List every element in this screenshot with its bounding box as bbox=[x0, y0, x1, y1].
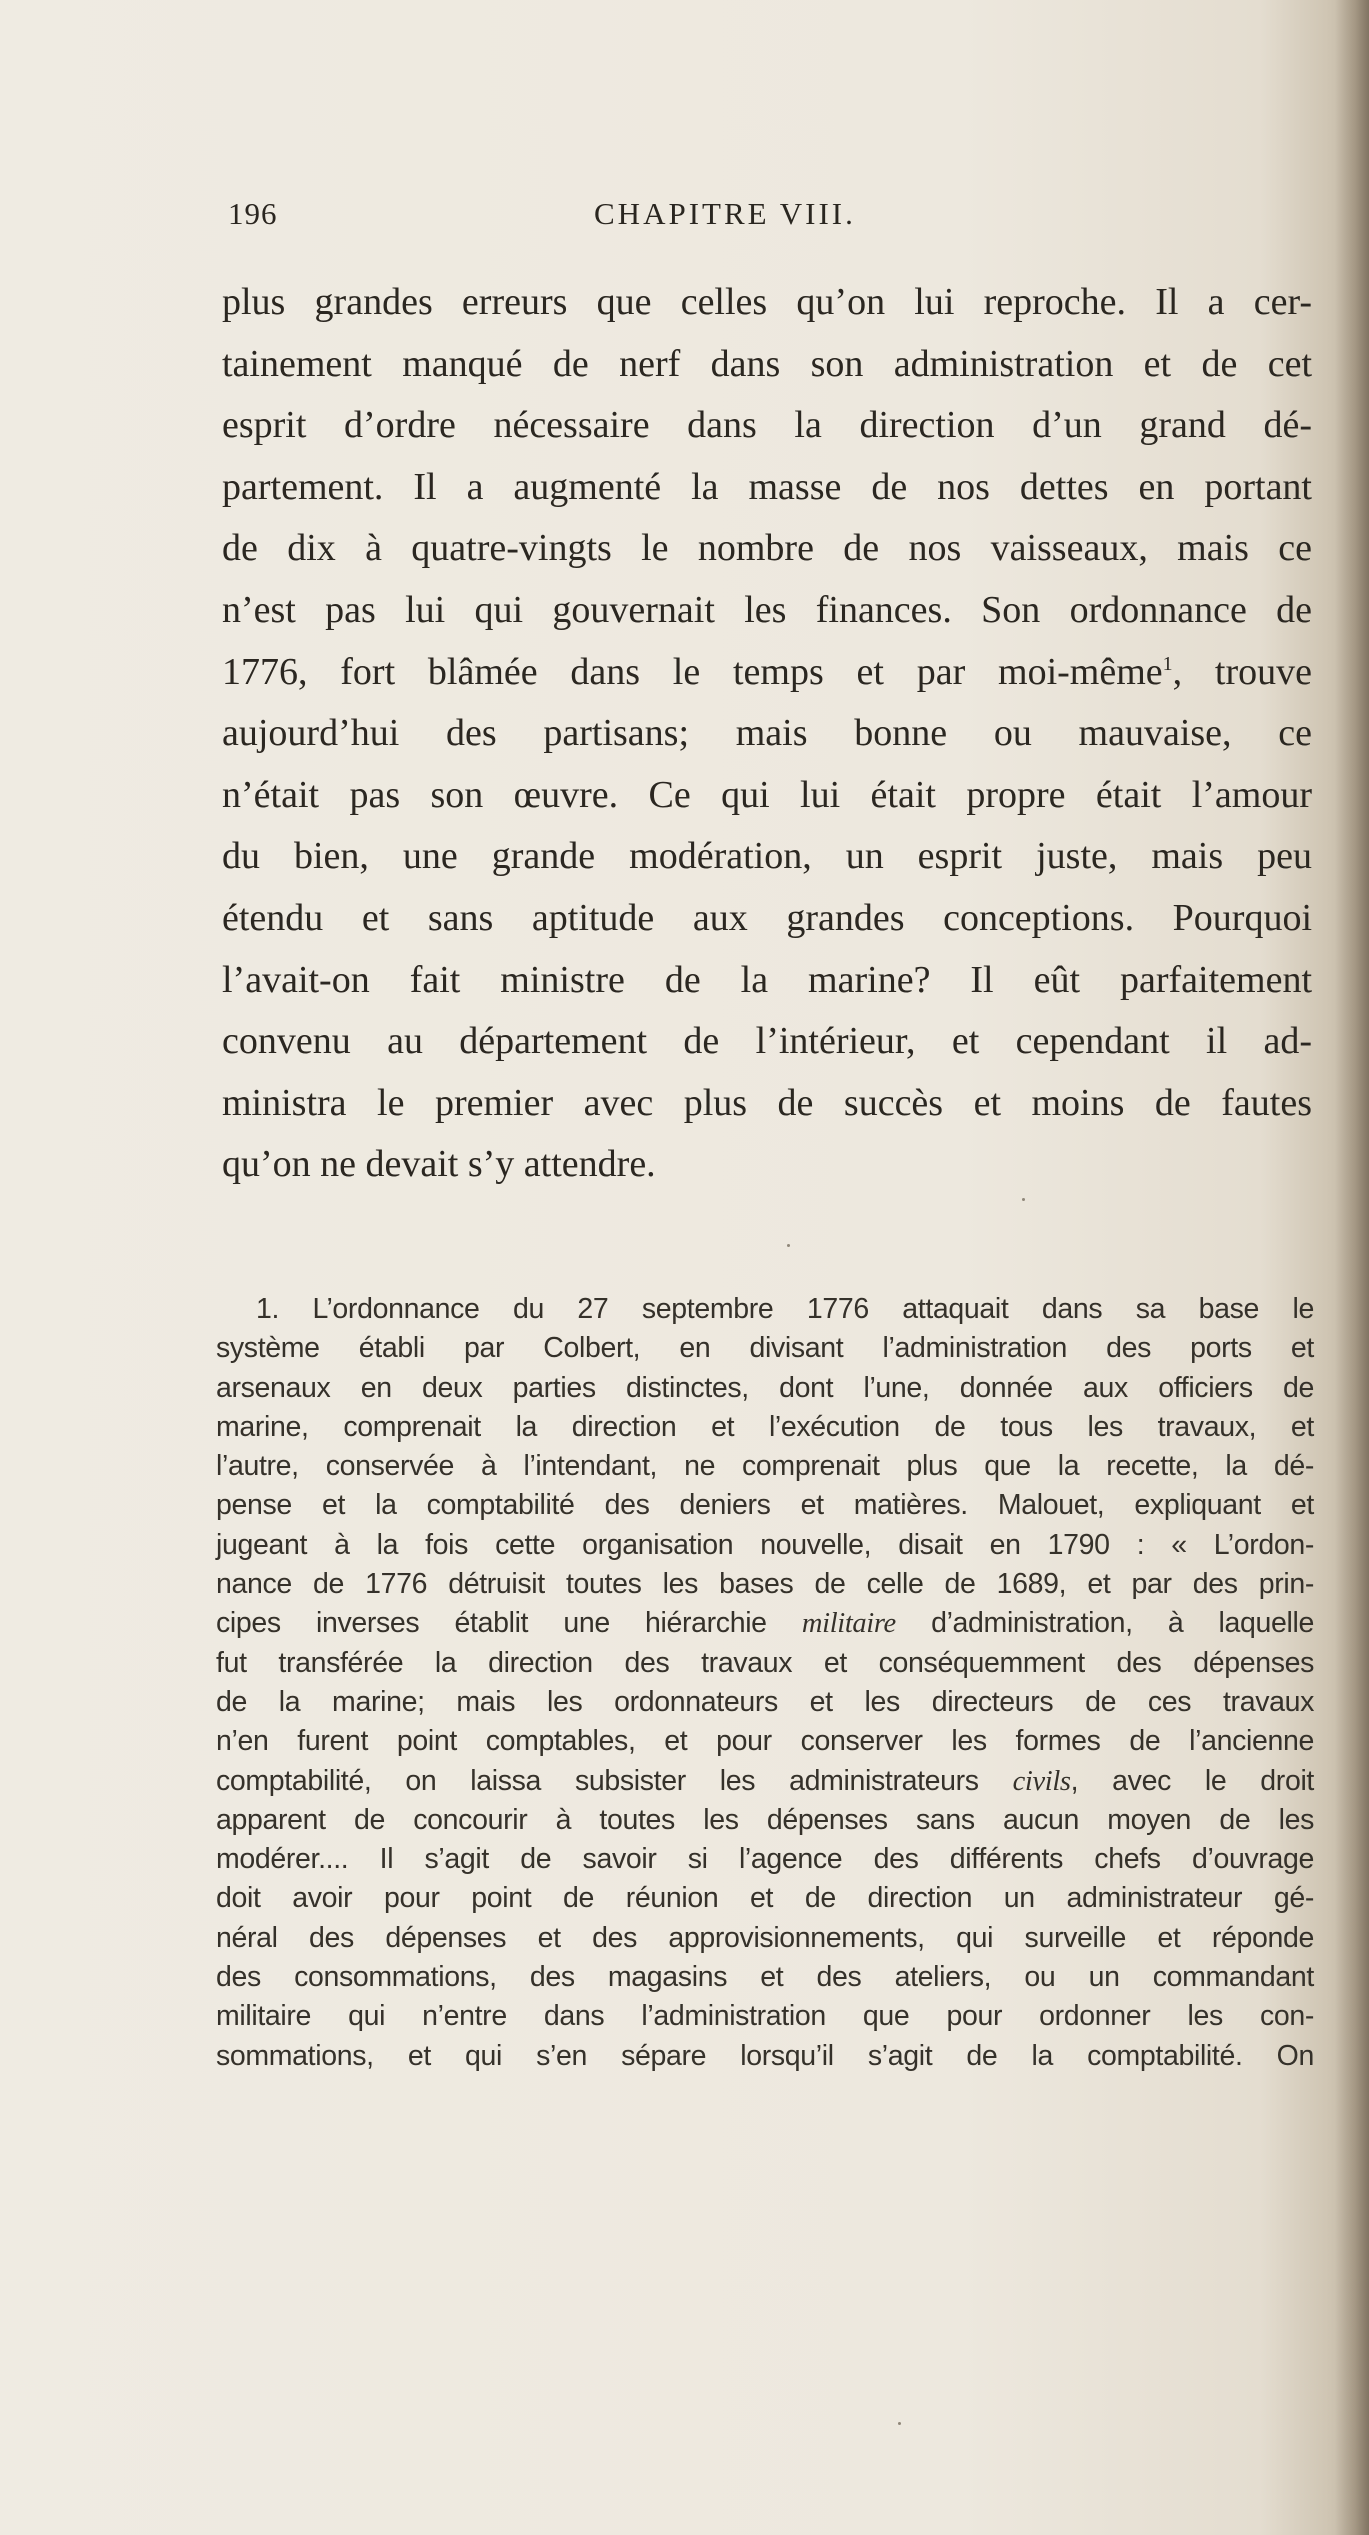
footnote-line: néral des dépenses et des approvisionnements, qui surveille et réponde bbox=[216, 1921, 1314, 1954]
footnote-line: militaire qui n’entre dans l’administration que pour ordonner les con- bbox=[216, 2000, 1314, 2033]
footnote-line: n’en furent point comptables, et pour conserver les formes de l’ancienne bbox=[216, 1725, 1314, 1758]
footnote-line-text: cipes inverses établit une hiérarchie bbox=[216, 1607, 802, 1640]
paper-speck bbox=[898, 2422, 901, 2425]
body-line: convenu au département de l’intérieur, et cependant il ad- bbox=[222, 1020, 1312, 1063]
footnote-line: marine, comprenait la direction et l’exécution de tous les travaux, et bbox=[216, 1410, 1314, 1443]
running-head: CHAPITRE VIII. bbox=[594, 196, 856, 231]
footnote-line: sommations, et qui s’en sépare lorsqu’il s’agit de la comptabilité. On bbox=[216, 2039, 1314, 2072]
footnote-line-text: comptabilité, on laissa subsister les administrateurs bbox=[216, 1764, 1013, 1797]
footnote-line: pense et la comptabilité des deniers et matières. Malouet, expliquant et bbox=[216, 1489, 1314, 1522]
body-line: esprit d’ordre nécessaire dans la direction d’un grand dé- bbox=[222, 404, 1312, 447]
footnote-line: 1. L’ordonnance du 27 septembre 1776 attaquait dans sa base le bbox=[256, 1293, 1314, 1325]
footnote-line: système établi par Colbert, en divisant l’administration des ports et bbox=[216, 1332, 1314, 1365]
body-line: de dix à quatre-vingts le nombre de nos vaisseaux, mais ce bbox=[222, 527, 1312, 570]
body-line-text: , trouve bbox=[1172, 650, 1313, 693]
footnote-line: des consommations, des magasins et des ateliers, ou un commandant bbox=[216, 1961, 1314, 1994]
footnote-line: doit avoir pour point de réunion et de direction un administrateur gé- bbox=[216, 1882, 1314, 1915]
body-line: ministra le premier avec plus de succès et moins de fautes bbox=[222, 1081, 1312, 1124]
footnote-reference: 1 bbox=[1162, 652, 1173, 675]
main-paragraph bbox=[222, 272, 1312, 1196]
page-header bbox=[222, 196, 1312, 236]
body-line: l’avait-on fait ministre de la marine? Il eût parfaitement bbox=[222, 958, 1312, 1001]
footnote-line-text: d’administration, à laquelle bbox=[895, 1607, 1314, 1640]
body-line: n’était pas son œuvre. Ce qui lui était propre était l’amour bbox=[222, 773, 1312, 816]
paper-speck bbox=[787, 1244, 790, 1247]
footnote-line bbox=[216, 1604, 1314, 1643]
italic-word: civils bbox=[1012, 1765, 1071, 1797]
paper-speck bbox=[1022, 1198, 1025, 1201]
body-line: tainement manqué de nerf dans son administration et de cet bbox=[222, 342, 1312, 385]
footnote-line: apparent de concourir à toutes les dépenses sans aucun moyen de les bbox=[216, 1803, 1314, 1836]
footnote-line: jugeant à la fois cette organisation nouvelle, disait en 1790 : « L’ordon- bbox=[216, 1528, 1314, 1561]
spine-shadow bbox=[1335, 0, 1369, 2535]
footnote-line-text: , avec le droit bbox=[1070, 1764, 1314, 1797]
footnote-line: l’autre, conservée à l’intendant, ne comprenait plus que la recette, la dé- bbox=[216, 1450, 1314, 1483]
body-line: n’est pas lui qui gouvernait les finances. Son ordonnance de bbox=[222, 588, 1312, 631]
footnote-line: nance de 1776 détruisit toutes les bases de celle de 1689, et par des prin- bbox=[216, 1568, 1314, 1601]
body-line: du bien, une grande modération, un esprit juste, mais peu bbox=[222, 835, 1312, 878]
body-line: qu’on ne devait s’y attendre. bbox=[222, 1143, 656, 1186]
body-line: aujourd’hui des partisans; mais bonne ou mauvaise, ce bbox=[222, 712, 1312, 755]
footnote-line: de la marine; mais les ordonnateurs et les directeurs de ces travaux bbox=[216, 1685, 1314, 1718]
footnote-line: arsenaux en deux parties distinctes, dont l’une, donnée aux officiers de bbox=[216, 1371, 1314, 1404]
footnote-line: modérer.... Il s’agit de savoir si l’agence des différents chefs d’ouvrage bbox=[216, 1843, 1314, 1876]
body-line: partement. Il a augmenté la masse de nos dettes en portant bbox=[222, 465, 1312, 508]
italic-word: militaire bbox=[801, 1608, 896, 1640]
page-number: 196 bbox=[228, 196, 278, 231]
footnote bbox=[216, 1290, 1314, 2076]
body-line-text: 1776, fort blâmée dans le temps et par moi-même bbox=[222, 650, 1163, 693]
body-line: plus grandes erreurs que celles qu’on lui reproche. Il a cer- bbox=[222, 281, 1312, 323]
body-line: étendu et sans aptitude aux grandes conceptions. Pourquoi bbox=[222, 896, 1312, 939]
footnote-line bbox=[216, 1762, 1314, 1801]
footnote-line: fut transférée la direction des travaux et conséquemment des dépenses bbox=[216, 1646, 1314, 1679]
body-line bbox=[222, 642, 1312, 704]
